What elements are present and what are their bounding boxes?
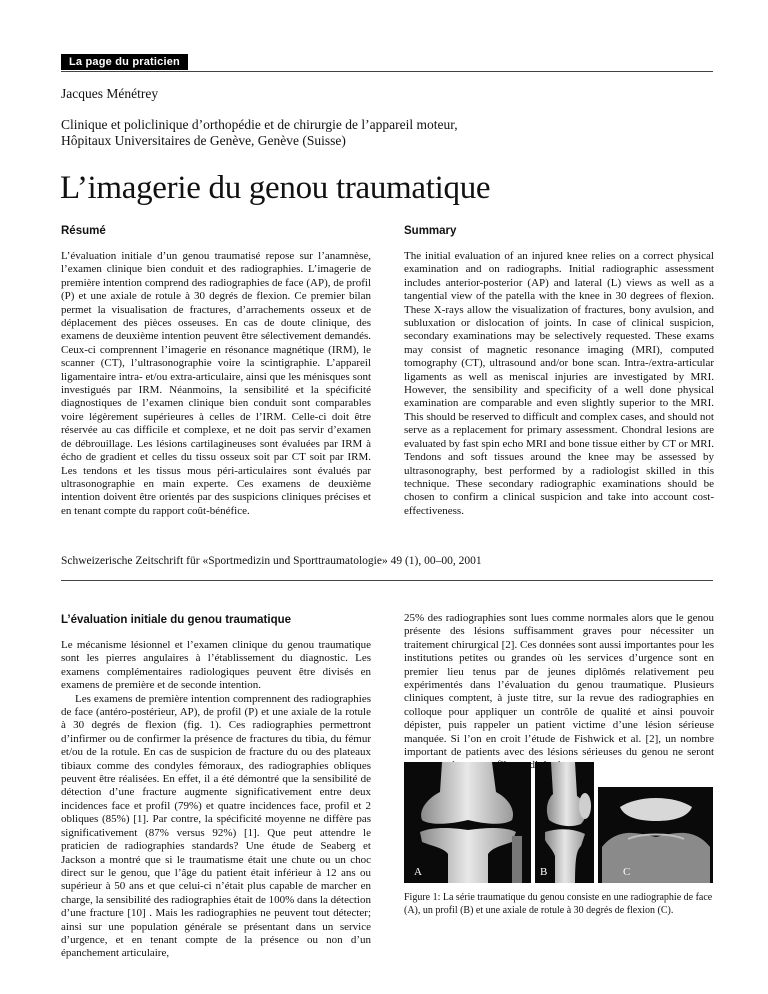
figure-caption: Figure 1: La série traumatique du genou consiste en une radiographie de face (A), un profil (B) et une axiale de rotule à 30 degrés de flexion (C).	[404, 892, 713, 916]
xray-ap-view	[404, 762, 531, 883]
header-rule	[61, 71, 713, 72]
section-tag: La page du praticien	[61, 54, 188, 70]
xray-lateral-view	[535, 762, 594, 883]
paragraph: 25% des radiographies sont lues comme normales alors que le genou présente des lésions suffisamment graves pour nécessiter un traitement chirurgical [2]. Ces données sont aussi importantes pour les institutions petites ou grandes où les services d’urgence sont en premier lieu tenus par de jeunes diplômés relativement peu expérimentés dans l’évaluation du genou traumatique. Plusieurs cliniques comptent, à juste titre, sur la revue des radiographies en colloque pour appliquer un contrôle de qualité et ainsi pouvoir dépister, puis rappeler un patient victime d’une lésion sérieuse manquée. Si l’on en croit l’étude de Fishwick et al. [2], un nombre important de patients avec des lésions sérieuses du genou ne seront	[404, 612, 714, 759]
journal-reference: Schweizerische Zeitschrift für «Sportmedizin und Sporttraumatologie» 49 (1), 00–00, 2001	[61, 555, 482, 567]
figure-label-b: B	[540, 866, 548, 878]
summary-heading: Summary	[404, 225, 457, 237]
affiliation-line-1: Clinique et policlinique d’orthopédie et de chirurgie de l’appareil moteur,	[61, 117, 458, 132]
resume-heading: Résumé	[61, 225, 106, 237]
xray-patellar-axial-view	[598, 787, 713, 883]
summary-text: The initial evaluation of an injured knee relies on a correct physical examination and on radiographs. Initial radiographic assessment includes anterior-posterior (AP) and lateral (L) views as well as a tangential view of the patella with the knee in 30 degrees of flexion. These X-rays allow the visualization of fractures, bony avulsion, and subluxation or dislocation of joints. In case of clinical suspicion, secondary examinations may be selectively requested. These exams may consist of magnetic resonance imaging (MRI), computed tomography (CT), ultrasound and/or bone scan. Intra-/extra-articular ligaments as well as meniscal injuries are investigated by MRI. However, the sensibility and specificity of a well done physical examination are comparable and even slightly superior to the MRI. This should be reserved to difficult and complex cases, and should not serve as a replacement for primary assessment. Chondral lesions are evaluated by fast spin echo MRI and bone tissue either by CT or MRI. Tendons and soft tissues around the knee may be assessed by ultrasonography, best performed by a radiologist skilled in this technique. These secondary radiographic examinations should be chosen to confirm a clinical suspicion and take into account cost-effectiveness.	[404, 250, 714, 517]
resume-text: L’évaluation initiale d’un genou traumatisé repose sur l’anamnèse, l’examen clinique bien conduit et des radiographies. L’imagerie de première intention comprend des radiographies de face (AP), de profil (P) et une axiale de rotule à 30 degrés de flexion. Ce premier bilan permet la visualisation de fractures, d’arrachements osseux et de déplacement des pièces osseuses. En cas de doute clinique, des examens de deuxième intention peuvent être sélectivement demandés. Ceux-ci comprennent l’imagerie en résonance magnétique (IRM), le scanner (CT), l’ultrasonographie voire la scintigraphie. L’appareil ligamentaire intra- et/ou extra-articulaire, ainsi que les ménisques sont investigués par IRM. Néanmoins, la sensibilité et la spécificité diagnostiques de l’examen clinique bien conduit sont comparables voire légèrement supérieures à celles de l’IRM. Celle-ci doit être réservée au cas difficile et complexe, et ne doit pas servir d’examen de débrouillage. Les lésions cartilagineuses sont évaluées par IRM à écho de gradient et celles du tissu osseux soit par CT soit par IRM. Les tendons et les tissus mous péri-articulaires sont évalués par ultrasonographie en main experte. Ces examens de deuxième intention doivent être orientés par des suspicions cliniques précises et en tenant compte du rapport coût-bénéfice.	[61, 250, 371, 517]
affiliation-line-2: Hôpitaux Universitaires de Genève, Genève (Suisse)	[61, 133, 346, 148]
figure-label-c: C	[623, 866, 631, 878]
paragraph: Le mécanisme lésionnel et l’examen clinique du genou traumatique sont les pierres angulaires à l’établissement du diagnostic. Les examens complémentaires radiologiques peuvent être divisés en examens de première et de seconde intention.	[61, 639, 371, 692]
author: Jacques Ménétrey	[61, 86, 159, 101]
section-left-column	[61, 639, 371, 961]
section-heading: L’évaluation initiale du genou traumatique	[61, 614, 292, 626]
section-right-column	[404, 612, 714, 773]
paragraph: Les examens de première intention comprennent des radiographies de face (antéro-postérieur, AP), de profil (P) et une axiale de la rotule à 30 degrés de flexion (fig. 1). Ces radiographies permettront d’infirmer ou de confirmer la présence de fractures du tibia, du fémur et/ou de la rotule. En cas de suspicion de fracture du ou des plateaux tibiaux comme des condyles fémoraux, des radiographies obliques peuvent être réalisées. En effet, il a été démontré que la sensibilité de détection d’une fracture augmente significativement entre deux incidences face et profil (79%) et quatre incidences face, profil et 2 obliques (85%) [1]. Par contre, la spécificité moyenne ne diffère pas significativement (87% versus 92%) [1]. Que peut attendre le praticien de radiographies standards? Une étude de Seaberg et Jackson a montré que si le traumatisme était une chute ou un choc direct sur le genou, que l’âge du patient était inférieur à 12 ans ou supérieur à 50 ans et que celui-ci n’était plus capable de marcher en charge, la sensibilité des radiographies était de 100% dans la détection d’une fracture [10] . Mais les radiographies ne peuvent tout détecter; ainsi sur une population générale se présentant dans un service d’urgence, et en tenant compte de la présence ou non d’un épanchement articulaire,	[61, 692, 371, 960]
figure-label-a: A	[414, 866, 422, 878]
journal-rule	[61, 580, 713, 581]
article-title: L’imagerie du genou traumatique	[60, 170, 491, 206]
